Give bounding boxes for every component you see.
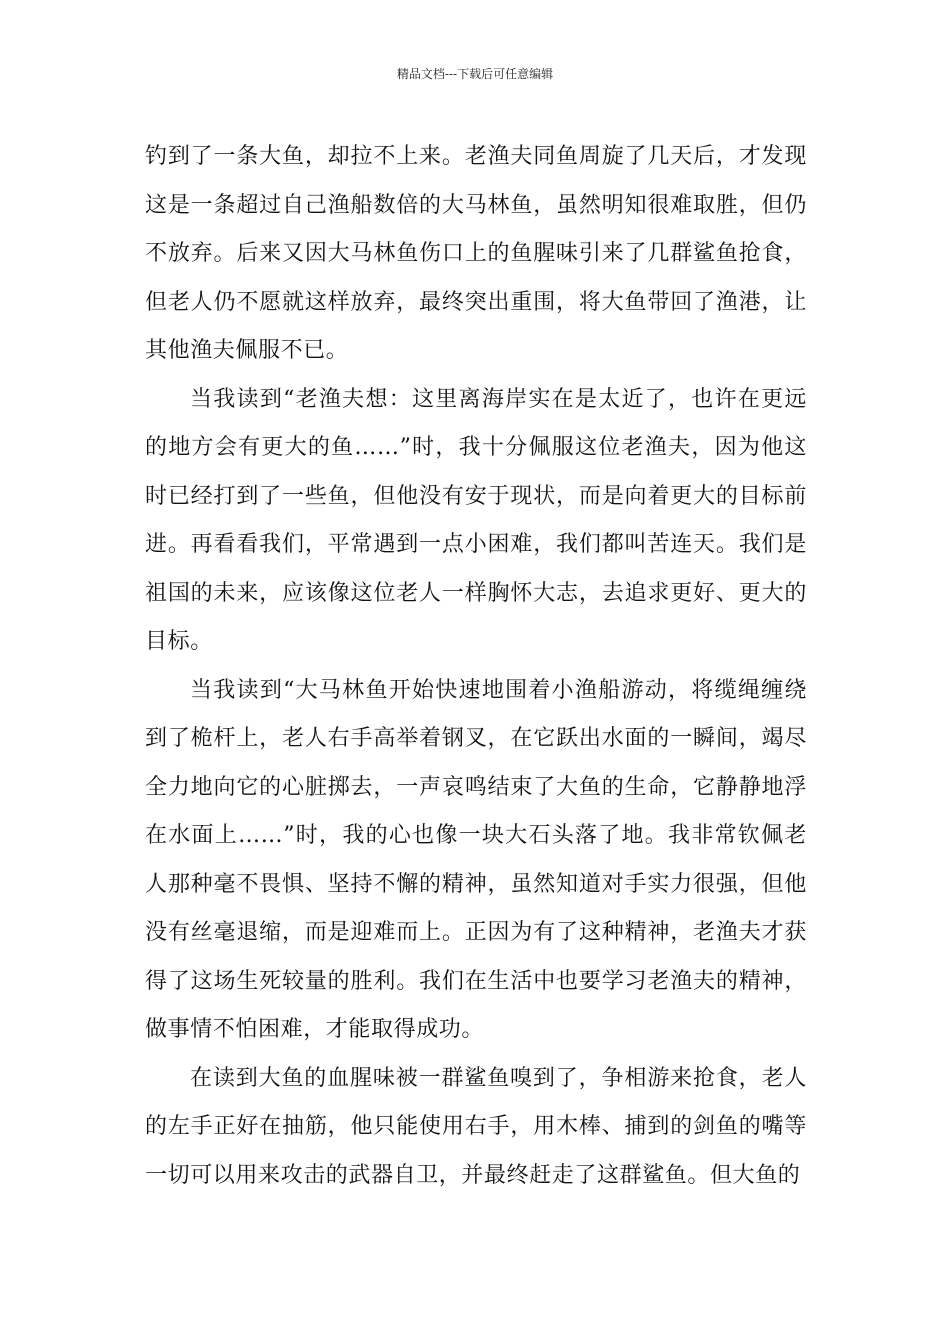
paragraph-1: 钓到了一条大鱼，却拉不上来。老渔夫同鱼周旋了几天后，才发现这是一条超过自己渔船数倍的大马林鱼，虽然明知很难取胜，但仍不放弃。后来又因大马林鱼伤口上的鱼腥味引来了几群鲨鱼抢食，但老人仍不愿就这样放弃，最终突出重围，将大鱼带回了渔港，让其他渔夫佩服不已。 [145,144,807,363]
document-body [145,133,807,1200]
paragraph-2: 当我读到“老渔夫想：这里离海岸实在是太近了，也许在更远的地方会有更大的鱼……”时，我十分佩服这位老渔夫，因为他这时已经打到了一些鱼，但他没有安于现状，而是向着更大的目标前进。再看看我们，平常遇到一点小困难，我们都叫苦连天。我们是祖国的未来，应该像这位老人一样胸怀大志，去追求更好、更大的目标。 [145,386,807,654]
page-header: 精品文档---下载后可任意编辑 [396,67,554,81]
paragraph-3: 当我读到“大马林鱼开始快速地围着小渔船游动，将缆绳缠绕到了桅杆上，老人右手高举着钢叉，在它跃出水面的一瞬间，竭尽全力地向它的心脏掷去，一声哀鸣结束了大鱼的生命，它静静地浮在水面上……”时，我的心也像一块大石头落了地。我非常钦佩老人那种毫不畏惧、坚持不懈的精神，虽然知道对手实力很强，但他没有丝毫退缩，而是迎难而上。正因为有了这种精神，老渔夫才获得了这场生死较量的胜利。我们在生活中也要学习老渔夫的精神，做事情不怕困难，才能取得成功。 [145,677,807,1042]
paragraph-4: 在读到大鱼的血腥味被一群鲨鱼嗅到了，争相游来抢食，老人的左手正好在抽筋，他只能使用右手，用木棒、捕到的剑鱼的嘴等一切可以用来攻击的武器自卫，并最终赶走了这群鲨鱼。但大鱼的 [145,1065,807,1188]
